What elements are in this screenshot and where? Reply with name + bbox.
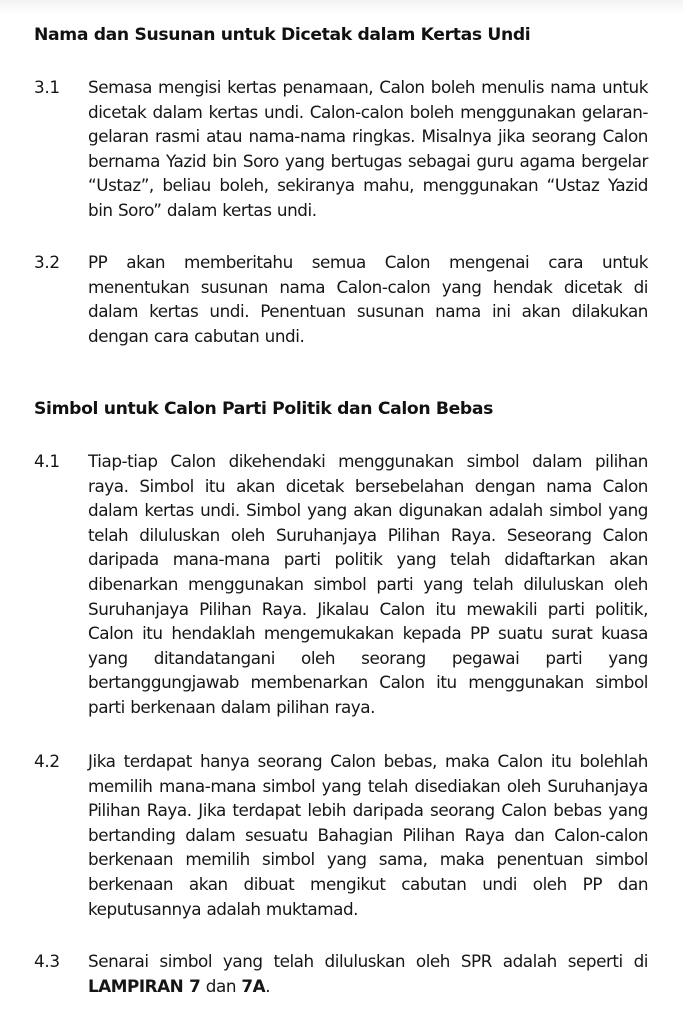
clause-text-part: dan [205,975,237,996]
clause-text-part: . [265,975,271,996]
section-heading-simbol: Simbol untuk Calon Parti Politik dan Calon Bebas [34,399,493,419]
section-heading-nama-susunan: Nama dan Susunan untuk Dicetak dalam Kertas Undi [34,25,531,45]
clause-text [88,949,648,998]
clause-text: Semasa mengisi kertas penamaan, Calon boleh menulis nama untuk dicetak dalam kertas undi. Calon-calon boleh menggunakan gelaran-gelaran rasmi atau nama-nama ringkas. Misalnya jika seorang Calon bernama Yazid bin Soro yang bertugas sebagai guru agama bergelar “Ustaz”, beliau boleh, sekiranya mahu, menggunakan “Ustaz Yazid bin Soro” dalam kertas undi. [88,77,648,220]
clause-number: 3.2 [34,252,60,272]
clause-number: 4.2 [34,751,60,771]
clause-number: 4.1 [34,451,60,471]
clause-text: Tiap-tiap Calon dikehendaki menggunakan simbol dalam pilihan raya. Simbol itu akan dicetak bersebelahan dengan nama Calon dalam kertas undi. Simbol yang akan digunakan adalah simbol yang telah diluluskan oleh Suruhanjaya Pilihan Raya. Seseorang Calon daripada mana-mana parti politik yang telah didaftarkan akan dibenarkan menggunakan simbol parti yang telah diluluskan oleh Suruhanjaya Pilihan Raya. Jikalau Calon itu mewakili parti politik, Calon itu hendaklah mengemukakan kepada PP suatu surat kuasa yang ditandatangani oleh seorang pegawai parti yang bertanggungjawab membenarkan Calon itu menggunakan simbol parti berkenaan dalam pilihan raya. [88,451,648,717]
appendix-reference: 7A [241,975,266,996]
clause-number: 4.3 [34,951,60,971]
appendix-reference: LAMPIRAN 7 [88,975,201,996]
clause-text: PP akan memberitahu semua Calon mengenai cara untuk menentukan susunan nama Calon-calon yang hendak dicetak di dalam kertas undi. Penentuan susunan nama ini akan dilakukan dengan cara cabutan undi. [88,252,648,346]
clause-number: 3.1 [34,77,60,97]
clause-text: Jika terdapat hanya seorang Calon bebas, maka Calon itu bolehlah memilih mana-mana simbol yang telah disediakan oleh Suruhanjaya Pilihan Raya. Jika terdapat lebih daripada seorang Calon bebas yang bertanding dalam sesuatu Bahagian Pilihan Raya dan Calon-calon berkenaan memilih simbol yang sama, maka penentuan simbol berkenaan akan dibuat mengikut cabutan undi oleh PP dan keputusannya adalah muktamad. [88,751,648,919]
clause-text-part: Senarai simbol yang telah diluluskan oleh SPR adalah seperti di [88,951,648,971]
